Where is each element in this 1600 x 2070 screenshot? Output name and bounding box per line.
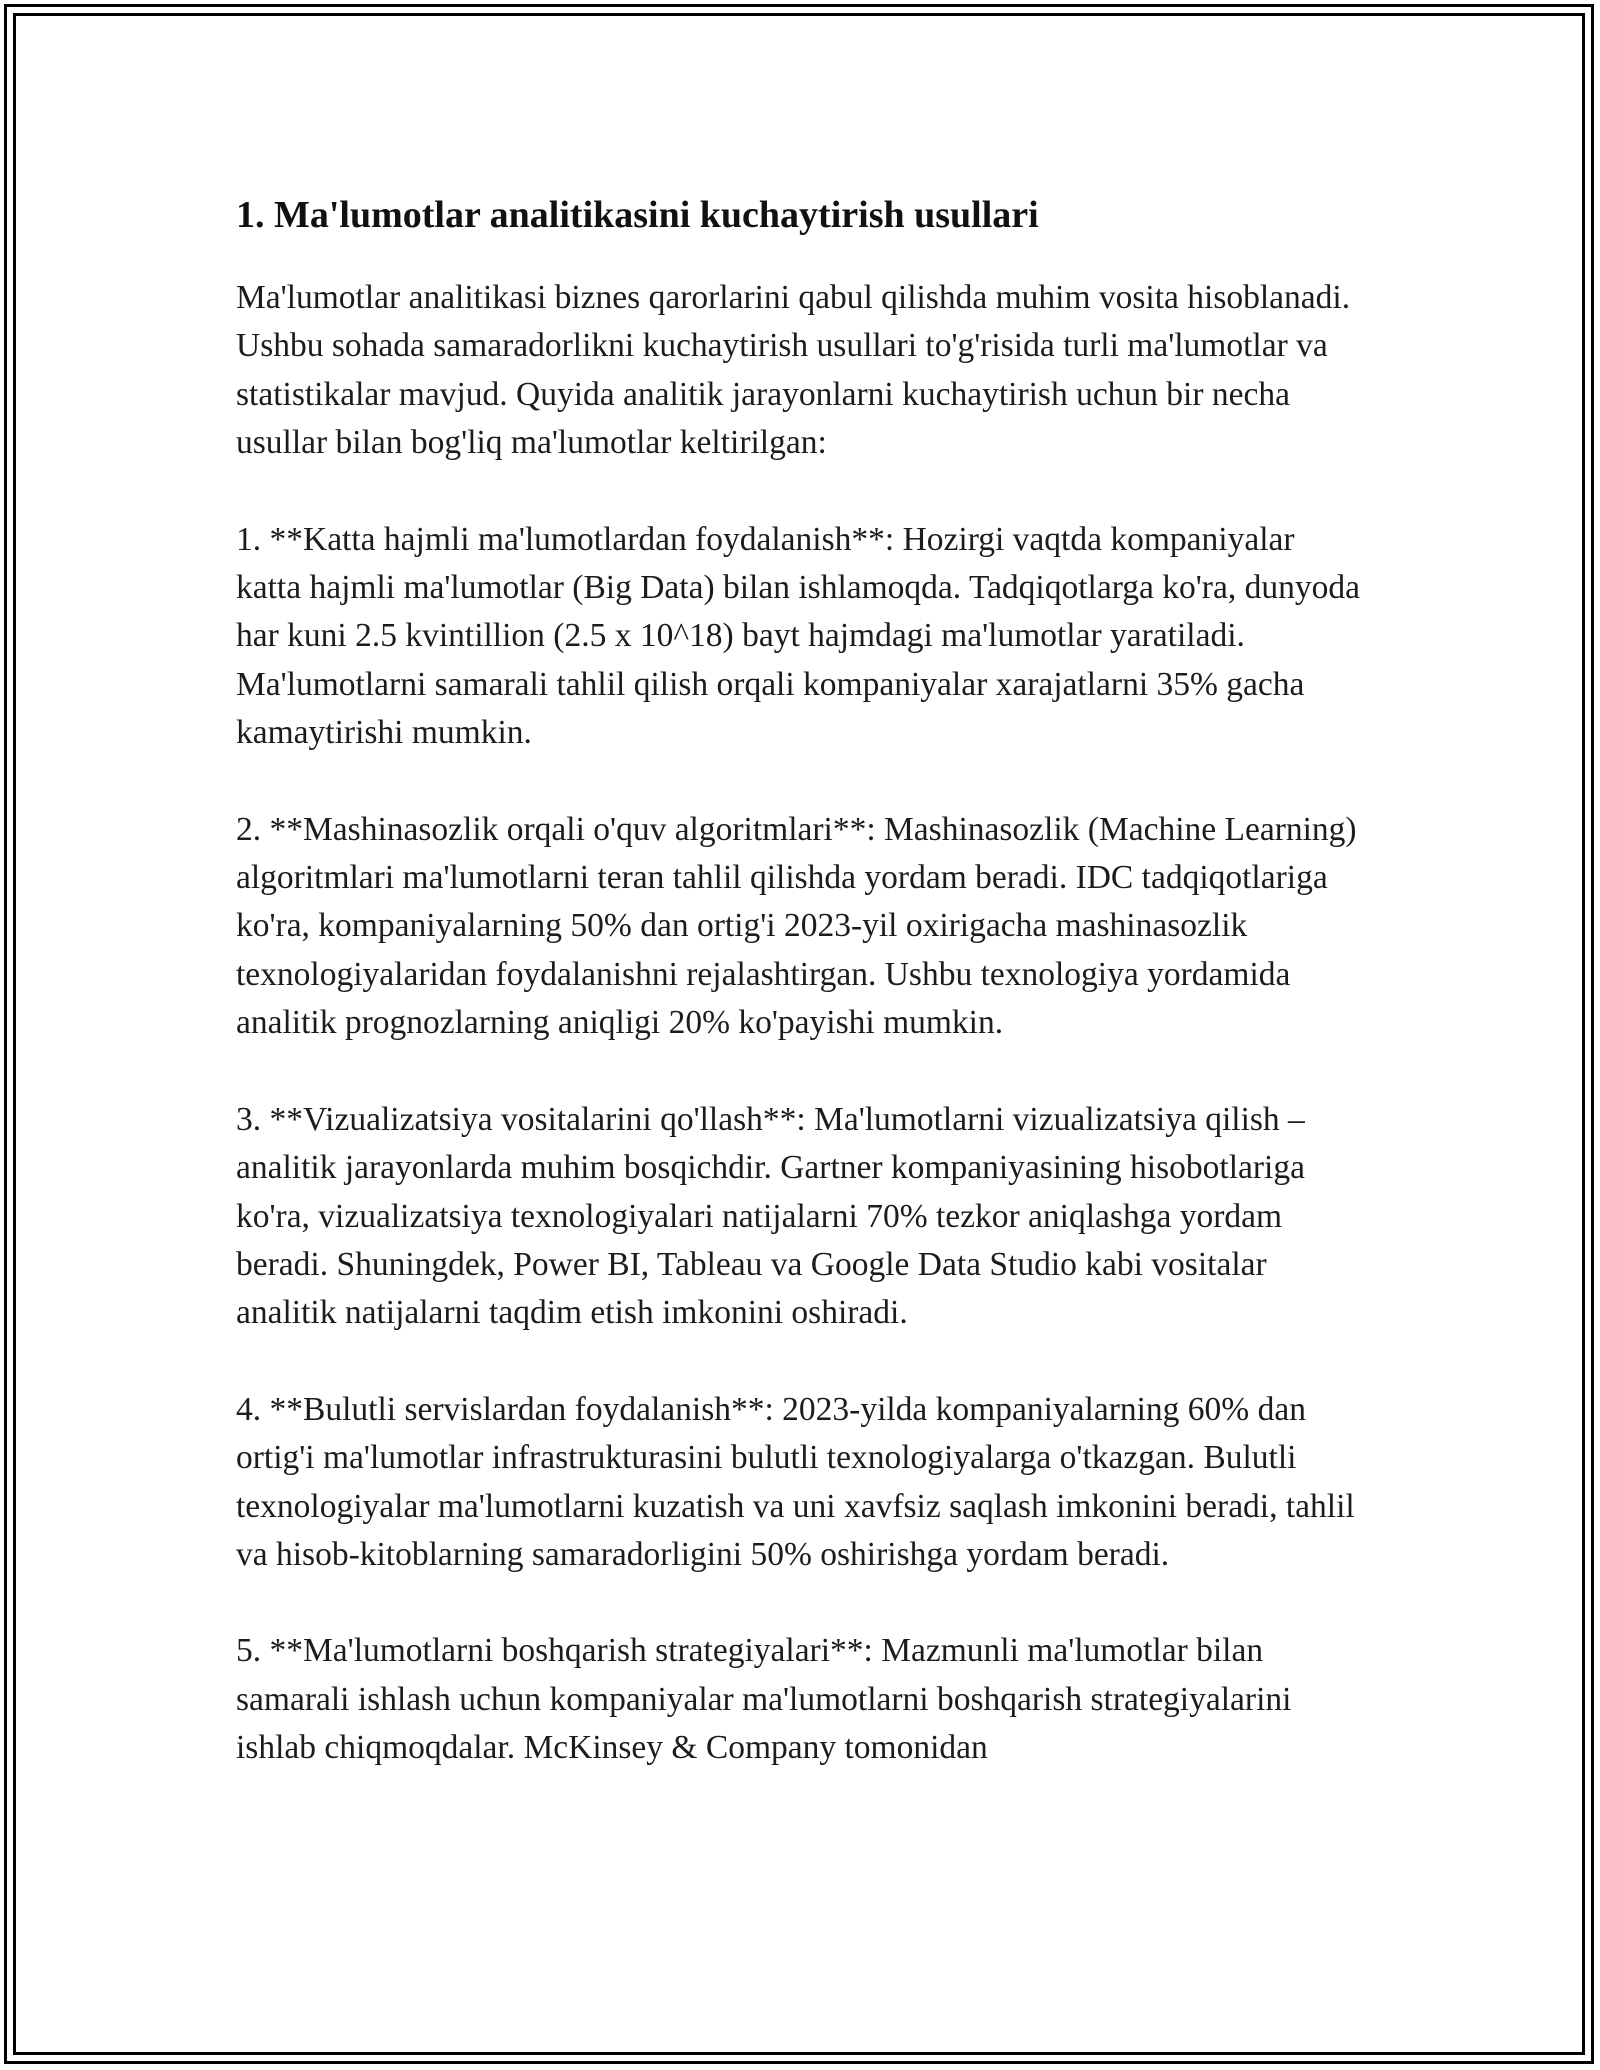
list-item-data-management: 5. **Ma'lumotlarni boshqarish strategiyalari**: Mazmunli ma'lumotlar bilan samarali ishlash uchun kompaniyalar ma'lumotlarni boshqarish strategiyalarini ishlab chiqmoqdalar. McKinsey & Company tomonidan (236, 1632, 1292, 1767)
list-item-big-data: 1. **Katta hajmli ma'lumotlardan foydalanish**: Hozirgi vaqtda kompaniyalar katta hajmli ma'lumotlar (Big Data) bilan ishlamoqda. Tadqiqotlarga ko'ra, dunyoda har kuni 2.5 kvintillion (2.5 x 10^18) bayt hajmdagi ma'lumotlar yaratiladi. Ma'lumotlarni samarali tahlil qilish orqali kompaniyalar xarajatlarni 35% gacha kamaytirishi mumkin. (236, 520, 1360, 752)
list-item-machine-learning: 2. **Mashinasozlik orqali o'quv algoritmlari**: Mashinasozlik (Machine Learning) algoritmlari ma'lumotlarni teran tahlil qilishda yordam beradi. IDC tadqiqotlariga ko'ra, kompaniyalarning 50% dan ortig'i 2023-yil oxirigacha mashinasozlik texnologiyalaridan foydalanishni rejalashtirgan. Ushbu texnologiya yordamida analitik prognozlarning aniqligi 20% ko'payishi mumkin. (236, 810, 1357, 1042)
document-title: 1. Ma'lumotlar analitikasini kuchaytirish usullari (236, 194, 1039, 236)
document-page (236, 188, 1364, 1821)
intro-paragraph: Ma'lumotlar analitikasi biznes qarorlarini qabul qilishda muhim vosita hisoblanadi. Ushbu sohada samaradorlikni kuchaytirish usullari to'g'risida turli ma'lumotlar va statistikalar mavjud. Quyida analitik jarayonlarni kuchaytirish uchun bir necha usullar bilan bog'liq ma'lumotlar keltirilgan: (236, 279, 1351, 462)
list-item-cloud-services: 4. **Bulutli servislardan foydalanish**: 2023-yilda kompaniyalarning 60% dan ortig'i ma'lumotlar infrastrukturasini bulutli texnologiyalarga o'tkazgan. Bulutli texnologiyalar ma'lumotlarni kuzatish va uni xavfsiz saqlash imkonini beradi, tahlil va hisob-kitoblarning samaradorligini 50% oshirishga yordam beradi. (236, 1390, 1355, 1573)
list-item-visualization: 3. **Vizualizatsiya vositalarini qo'llash**: Ma'lumotlarni vizualizatsiya qilish – analitik jarayonlarda muhim bosqichdir. Gartner kompaniyasining hisobotlariga ko'ra, vizualizatsiya texnologiyalari natijalarni 70% tezkor aniqlashga yordam beradi. Shuningdek, Power BI, Tableau va Google Data Studio kabi vositalar analitik natijalarni taqdim etish imkonini oshiradi. (236, 1100, 1305, 1332)
